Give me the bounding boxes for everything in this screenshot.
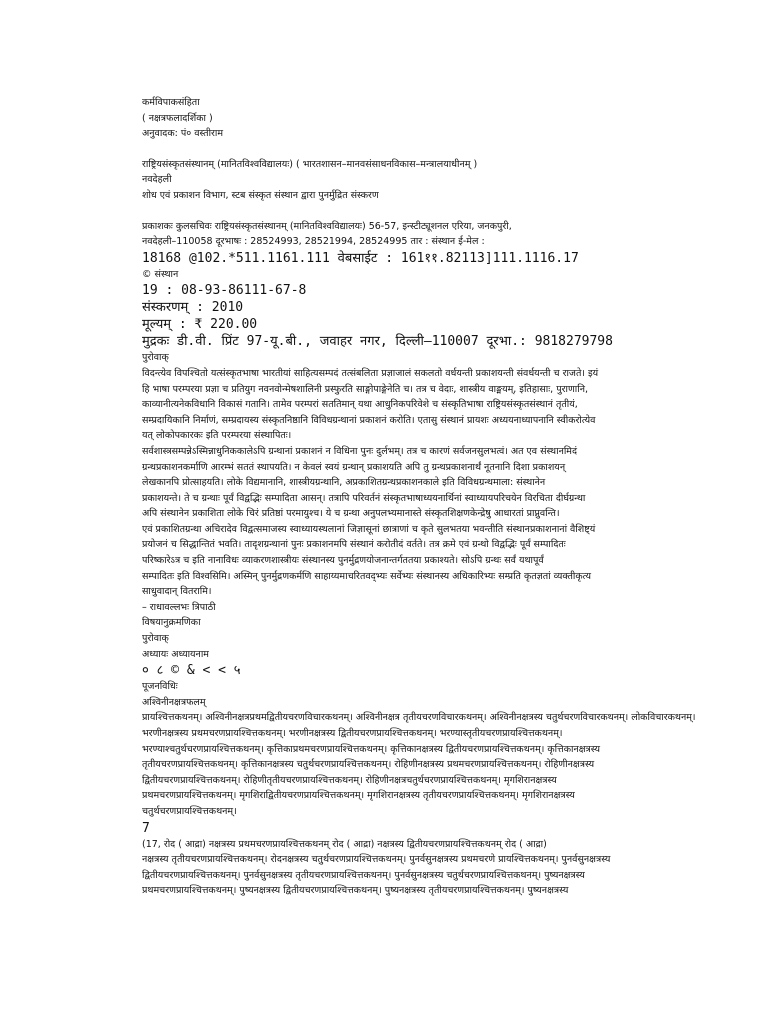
foreword-line: अपि संस्थानेन प्रकाशिता लोके चिरं प्रतिष्ठां परमायुश्च। ये च ग्रन्था अनुपलभ्यमानास्ते संस्कृतशिक्षणकेन्द्रेषु आधारतां प्राप्नुवन्ति। bbox=[142, 508, 560, 520]
toc-chapter-header: अध्यायः अध्यायनाम bbox=[142, 648, 209, 660]
signature: – राधावल्लभः त्रिपाठी bbox=[142, 601, 216, 613]
foreword-line: काव्यानीत्यनेकविधानि विकासं गतानि। तामेव परम्परां सततिमान् यथा आधुनिकपरिवेशे च संस्कृतिभाषा राष्ट्रियसंस्कृतसंस्थानं तृतीयं, bbox=[142, 399, 578, 411]
foreword-line: प्रयोजनं च सिद्धान्तितं भवति। तादृशग्रन्थानां पुनः प्रकाशनमपि संस्थानं करोतीदं वर्तते। तत्र क्रमे एवं ग्रन्थो विद्वद्भिः पूर्वं सम्पादितः bbox=[142, 539, 566, 551]
ardra-line: प्रथमचरणप्रायश्चित्तकथनम्। पुष्यनक्षत्रस्य द्वितीयचरणप्रायश्चित्तकथनम्। पुष्यनक्षत्रस्य तृतीयचरणप्रायश्चित्तकथनम्। पुष्यनक्षत्रस्य bbox=[142, 885, 569, 897]
printer-line: मुद्रकः डी.वी. प्रिंट 97-यू.बी., जवाहर नगर, दिल्ली–110007 दूरभा.: 9818279798 bbox=[142, 334, 613, 350]
department-line: शोध एवं प्रकाशन विभाग, स्टब संस्कृत संस्थान द्वारा पुनर्मुद्रित संस्करण bbox=[142, 189, 379, 201]
nakshatra-body bbox=[142, 710, 742, 819]
city-line: नवदेहली bbox=[142, 174, 172, 186]
foreword-line: यत् लोकोपकारकः इति परम्परया संस्थापितः। bbox=[142, 430, 292, 442]
foreword-line: सर्वशास्त्रसम्पन्नेऽस्मिन्नाधुनिककालेऽपि ग्रन्थानां प्रकाशनं न विधिना पुनः दुर्लभम्। तत्र च कारणं सर्वजनसुलभत्वं। अत एव संस्थानमिदं bbox=[142, 445, 578, 457]
ardra-line: द्वितीयचरणप्रायश्चित्तकथनम्। पुनर्वसुनक्षत्रस्य तृतीयचरणप्रायश्चित्तकथनम्। पुनर्वसुनक्षत्रस्य चतुर्थचरणप्रायश्चित्तकथनम्। पुष्यनक्षत्रस्य bbox=[142, 869, 585, 881]
publisher-line-1: प्रकाशकः कुलसचिवः राष्ट्रियसंस्कृतसंस्थानम् (मानितविश्वविद्यालयः) 56-57, इन्स्टीट्यूशनल एरिया, जनकपुरी, bbox=[142, 220, 512, 232]
price-line: मूल्यम् : ₹ 220.00 bbox=[142, 317, 258, 333]
publisher-line-2: नवदेहली–110058 दूरभाषः : 28524993, 28521994, 28524995 तार : संस्थान ई-मेल : bbox=[142, 236, 485, 248]
foreword-heading: पुरोवाक् bbox=[142, 352, 169, 364]
edition-line: संस्करणम् : 2010 bbox=[142, 300, 244, 316]
ardra-line: नक्षत्रस्य तृतीयचरणप्रायश्चित्तकथनम्। रोदनक्षत्रस्य चतुर्थचरणप्रायश्चित्तकथनम्। पुनर्वसुनक्षत्रस्य प्रथमचरणे प्रायश्चित्तकथनम्। पुनर्वसुनक्षत्रस्य bbox=[142, 854, 611, 866]
page-number: 7 bbox=[142, 820, 150, 836]
nakshatra-line: चतुर्थचरणप्रायश्चित्तकथनम्। bbox=[142, 805, 237, 817]
foreword-body bbox=[142, 366, 742, 600]
toc-symbols: ० ८ © & < < ५ bbox=[142, 663, 241, 679]
translator-line: अनुवादक: पं० वस्तीराम bbox=[142, 128, 224, 140]
nakshatra-line: प्रायश्चित्तकथनम्। अश्विनीनक्षत्रप्रथमद्वितीयचरणविचारकथनम्। अश्विनीनक्षत्र तृतीयचरणविचारकथनम्। अश्विनीनक्षत्रस्य चतुर्थचरणविचारकथनम्। लोकविचारकथनम्। bbox=[142, 712, 696, 724]
ardra-line: (17, रोद ( आद्रा) नक्षत्रस्य प्रथमचरणप्रायश्चित्तकथनम् रोद ( आद्रा) नक्षत्रस्य द्वितीयचरणप्रायश्चित्तकथनम् रोद ( आद्रा) bbox=[142, 838, 547, 850]
nakshatra-line: प्रथमचरणप्रायश्चित्तकथनम्। मृगशिराद्वितीयचरणप्रायश्चित्तकथनम्। मृगशिरानक्षत्रस्य तृतीयचरणप्रायश्चित्तकथनम्। मृगशिरानक्षत्रस्य bbox=[142, 790, 575, 802]
toc-heading: विषयानुक्रमणिका bbox=[142, 617, 201, 629]
ardra-body bbox=[142, 837, 742, 899]
foreword-line: ग्रन्थप्रकाशनकर्माणि आरम्भं सततं स्थापयति। न केवलं स्वयं ग्रन्थान् प्रकाशयति अपि तु ग्रन्थप्रकाशनार्थं नूतनानि दिशा प्रकाशयन् bbox=[142, 461, 566, 473]
book-title: कर्मविपाकसंहिता bbox=[142, 97, 200, 108]
foreword-line: लेखकानपि प्रोत्साहयति। लोके विद्यमानानि, शास्त्रीयग्रन्थानि, अप्रकाशितग्रन्थप्रकाशनकाले इति विविधग्रन्थमाला: संस्थानेन bbox=[142, 477, 546, 489]
copyright-line: © संस्थान bbox=[142, 268, 179, 280]
foreword-line: विदन्त्येव विपश्चितो यत्संस्कृतभाषा भारतीयां साहित्यसम्पदं तत्संबलिता प्रज्ञाजालं सकलतो वर्धयन्ती प्रकाशयन्ती संवर्धयन्ती च राजते। इयं bbox=[142, 367, 599, 379]
ashwini-heading: अश्विनीनक्षत्रफलम् bbox=[142, 696, 206, 708]
nakshatra-line: तृतीयचरणप्रायश्चित्तकथनम्। कृत्तिकानक्षत्रस्य चतुर्थचरणप्रायश्चित्तकथनम्। रोहिणीनक्षत्रस्य प्रथमचरणप्रायश्चित्तकथनम्। रोहिणीनक्षत्रस्य bbox=[142, 759, 595, 771]
book-subtitle: ( नक्षत्रफलादर्शिका ) bbox=[142, 112, 213, 124]
foreword-line: एवं प्रकाशितग्रन्था अचिरादेव विद्वत्समाजस्य स्वाध्यायस्थलानां जिज्ञासूनां छात्राणां च कृते सुलभतया भवन्तीति संस्थानप्रकाशनानां वैशिष्ट्यं bbox=[142, 523, 596, 535]
foreword-line: साधुवादान् वितरामि। bbox=[142, 586, 212, 598]
nakshatra-line: भरण्याश्चतुर्थचरणप्रायश्चित्तकथनम्। कृत्तिकाप्रथमचरणप्रायश्चित्तकथनम्। कृत्तिकानक्षत्रस्य द्वितीयचरणप्रायश्चित्तकथनम्। कृत्तिकानक्षत्रस्य bbox=[142, 743, 600, 755]
nakshatra-line: भरणीनक्षत्रस्य प्रथमचरणप्रायश्चित्तकथनम्। भरणीनक्षत्रस्य द्वितीयचरणप्रायश्चित्तकथनम्। भरण्यास्तृतीयचरणप्रायश्चित्तकथनम्। bbox=[142, 728, 563, 739]
toc-foreword: पुरोवाक् bbox=[142, 633, 169, 645]
foreword-line: सम्प्रदायिकानि निर्माणं, सम्प्रदायस्य संस्कृतनिष्ठानि विविधग्रन्थानां प्रकाशनं करोति। एतासु संस्थानं प्रायशः अध्ययनाध्यापनानि स्वीकरोत्येव bbox=[142, 414, 596, 426]
document-page bbox=[142, 95, 742, 899]
foreword-line: सम्पादितः इति विश्वसिमि। अस्मिन् पुनर्मुद्रणकर्मणि साहाय्यमाचरितवद्भ्यः सर्वेभ्यः संस्थानस्य अधिकारिभ्यः सम्प्रति कृतज्ञतां व्यक्तीकृत्य bbox=[142, 570, 591, 582]
foreword-line: हि भाषा परम्परया प्रज्ञा च प्रतियुग नवनवोन्मेषशालिनी प्रस्फुरति साङ्गोपाङ्गेनेति च। तत्र च वेदाः, शास्त्रीय वाङ्मयम्, इतिहासाः, पुराणानि, bbox=[142, 383, 589, 395]
foreword-line: परिष्कारेऽत्र च इति नानाविधः व्याकरणशास्त्रीयः संस्थानस्य पुनर्मुद्रणयोजनान्तर्गततया प्रकाश्यते। सोऽपि ग्रन्थः सर्वं यथापूर्वं bbox=[142, 555, 544, 567]
publisher-line-3: 18168 @102.*511.1161.111 वेबसाईट : 161११.82113]111.1116.17 bbox=[142, 250, 579, 266]
isbn-line: 19 : 08-93-86111-67-8 bbox=[142, 283, 307, 299]
foreword-line: प्रकाशयन्ते। ते च ग्रन्थाः पूर्वं विद्वद्भिः सम्पादिता आसन्। तत्रापि परिवर्तनं संस्कृतभाषाध्ययनार्थिनां स्वाध्यायपरिचयेन विरचिता दीर्घग्रन्था bbox=[142, 492, 586, 504]
institution-line: राष्ट्रियसंस्कृतसंस्थानम् (मानितविश्वविद्यालयः) ( भारतशासन–मानवसंसाधनविकास–मन्त्रालयाधीनम् ) bbox=[142, 158, 478, 170]
pooja-vidhi: पूजनविधिः bbox=[142, 681, 178, 693]
nakshatra-line: द्वितीयचरणप्रायश्चित्तकथनम्। रोहिणीतृतीयचरणप्रायश्चित्तकथनम्। रोहिणीनक्षत्रचतुर्थचरणप्रायश्चित्तकथनम्। मृगशिरानक्षत्रस्य bbox=[142, 774, 557, 786]
